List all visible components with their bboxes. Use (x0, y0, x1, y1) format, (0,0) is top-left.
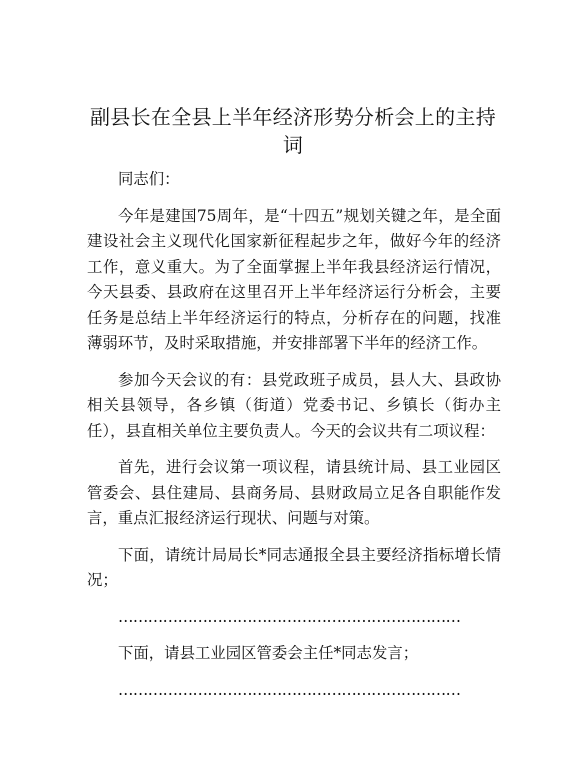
paragraph-statistics-report: 下面，请统计局局长*同志通报全县主要经济指标增长情况； (87, 545, 501, 589)
paragraph-intro: 今年是建国75周年，是“十四五”规划关键之年，是全面建设社会主义现代化国家新征程起步之年，做好今年的经济工作，意义重大。为了全面掌握上半年我县经济运行情况，今天县委、县政府在这里召开上半年经济运行分析会，主要任务是总结上半年经济运行的特点，分析存在的问题，找准薄弱环节，及时采取措施，并安排部署下半年的经济工作。 (87, 206, 501, 352)
ellipsis-line: …………………………………………………………… (118, 607, 461, 626)
document-body (87, 167, 501, 714)
paragraph-agenda-first: 首先，进行会议第一项议程，请县统计局、县工业园区管委会、县住建局、县商务局、县财政局立足各自职能作发言，重点汇报经济运行现状、问题与对策。 (87, 458, 501, 527)
paragraph-attendees: 参加今天会议的有：县党政班子成员，县人大、县政协相关县领导，各乡镇（街道）党委书记、乡镇长（街办主任），县直相关单位主要负责人。今天的会议共有二项议程： (87, 370, 501, 440)
salutation: 同志们： (118, 170, 180, 188)
ellipsis-line: …………………………………………………………… (118, 680, 461, 699)
paragraph-industrial-park: 下面，请县工业园区管委会主任*同志发言； (118, 644, 419, 662)
document-title: 副县长在全县上半年经济形势分析会上的主持词 (90, 105, 496, 157)
